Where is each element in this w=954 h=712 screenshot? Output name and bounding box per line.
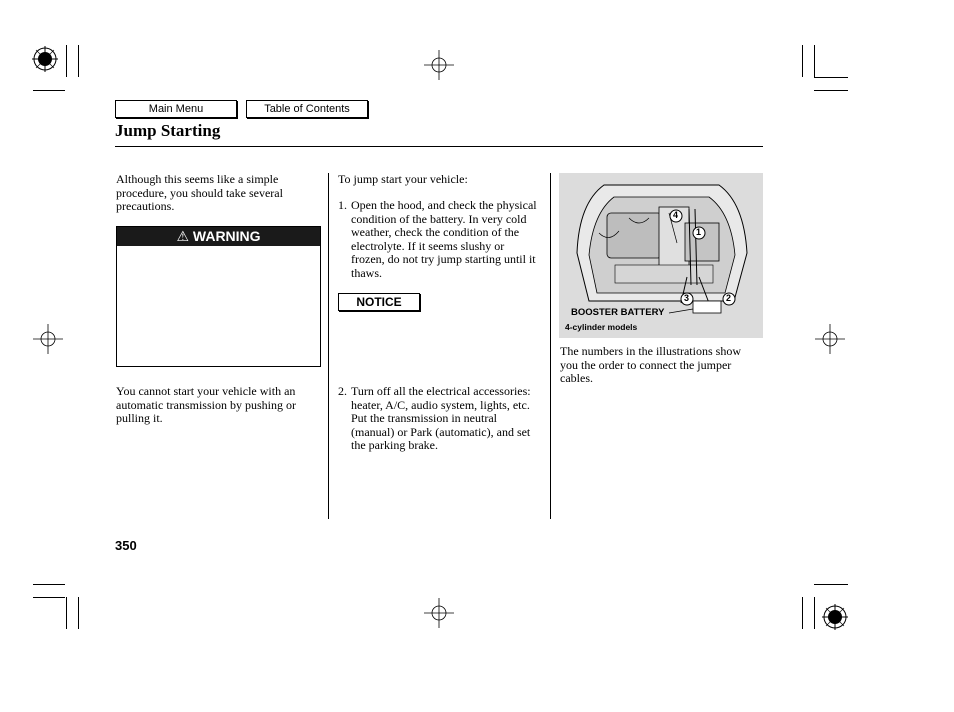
notice-box [338, 293, 420, 311]
callout-1: 1 [696, 227, 702, 237]
column-divider-1 [328, 173, 329, 519]
warning-triangle-icon: ⚠ [176, 228, 189, 244]
col1-note-text: You cannot start your vehicle with an automatic transmission by pushing or pulling it. [116, 384, 296, 425]
callout-2: 2 [726, 293, 732, 303]
title-rule [115, 146, 763, 147]
crosshair-bottom [424, 598, 454, 628]
col2-intro-text: To jump start your vehicle: [338, 172, 468, 186]
callout-4: 4 [673, 210, 679, 220]
warning-box [116, 226, 321, 367]
booster-battery-label: BOOSTER BATTERY [571, 307, 665, 318]
warning-header [117, 227, 320, 246]
table-of-contents-button[interactable]: Table of Contents [246, 100, 368, 118]
page-title: Jump Starting [115, 121, 221, 140]
warning-label: WARNING [192, 228, 261, 244]
registration-mark-top-left [32, 46, 58, 72]
page-number: 350 [115, 538, 137, 553]
model-label: 4-cylinder models [565, 322, 638, 332]
step-2-text: Turn off all the electrical accessories: heater, A/C, audio system, lights, etc. Put the transmission in neutral (manual) or Park (automatic), and set the parking brake. [351, 384, 531, 452]
registration-mark-bottom-right [822, 604, 848, 630]
crosshair-left [33, 324, 63, 354]
crosshair-right [815, 324, 845, 354]
step-1-number: 1. [338, 198, 347, 212]
engine-bay-illustration [559, 173, 763, 338]
col3-caption-text: The numbers in the illustrations show you the order to connect the jumper cables. [560, 344, 741, 385]
step-2-number: 2. [338, 384, 347, 398]
column-divider-2 [550, 173, 551, 519]
callout-3: 3 [684, 293, 690, 303]
step-1 [338, 199, 538, 280]
step-1-text: Open the hood, and check the physical condition of the battery. In very cold weather, check the condition of the electrolyte. If it seems slushy or frozen, do not try jump starting until it thaws. [351, 198, 537, 280]
main-menu-button[interactable]: Main Menu [115, 100, 237, 118]
step-2 [338, 385, 538, 453]
col1-intro-text: Although this seems like a simple procedure, you should take several precautions. [116, 172, 283, 213]
notice-label: NOTICE [356, 295, 402, 309]
crosshair-top [424, 50, 454, 80]
